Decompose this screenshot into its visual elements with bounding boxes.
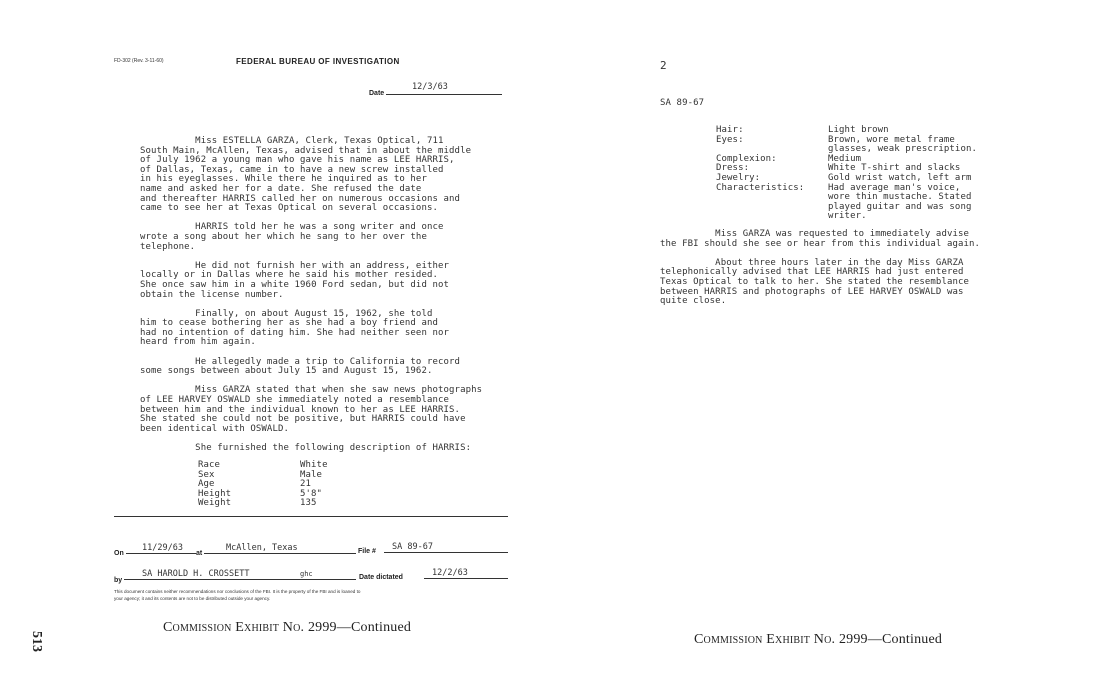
left-body <box>140 137 482 463</box>
text-line: locally or in Dallas where he said his mother resided. <box>140 270 438 281</box>
text-line: obtain the license number. <box>140 289 284 300</box>
text-line: telephonically advised that LEE HARRIS had just entered <box>660 267 964 278</box>
page-marker: 2 <box>660 59 667 72</box>
description-value: Medium <box>828 153 862 164</box>
right-caption <box>694 632 942 648</box>
file-label: File # <box>358 548 376 555</box>
description-label: Dress: <box>716 163 750 174</box>
at-label: at <box>196 550 203 557</box>
description-label: Weight <box>198 498 232 509</box>
description-row <box>716 212 977 222</box>
description-label <box>716 193 828 203</box>
paragraph <box>660 230 980 249</box>
text-line: had no intention of dating him. She had neither seen nor <box>140 327 450 338</box>
dictated-value: 12/2/63 <box>432 568 468 578</box>
text-line: Miss GARZA was requested to immediately advise <box>660 229 970 239</box>
description-value: glasses, weak prescription. <box>828 144 977 155</box>
description-value: played guitar and was song <box>828 201 972 212</box>
text-line: Texas Optical to talk to her. She stated the resemblance <box>660 276 970 287</box>
description-value: 21 <box>300 479 312 490</box>
agency-header: FEDERAL BUREAU OF INVESTIGATION <box>236 57 400 66</box>
text-line: and thereafter HARRIS called her on numerous occasions and <box>140 193 461 204</box>
section-rule <box>114 516 508 517</box>
text-line: He did not furnish her with an address, either <box>140 260 450 271</box>
file-ref: SA 89-67 <box>660 98 705 108</box>
by-label: by <box>114 577 123 584</box>
description-label: Jewelry: <box>716 172 761 183</box>
paragraph <box>140 386 482 434</box>
text-line: of Dallas, Texas, came in to have a new screw installed <box>140 164 444 175</box>
text-line: name and asked her for a date. She refused the date <box>140 183 422 194</box>
on-value: 11/29/63 <box>142 543 183 553</box>
date-value: 12/3/63 <box>412 82 448 92</box>
text-line: wrote a song about her which he sang to her over the <box>140 231 427 242</box>
footer-line-2: your agency; it and its contents are not to be distributed outside your agency. <box>114 596 271 601</box>
text-line: Miss ESTELLA GARZA, Clerk, Texas Optical, 711 <box>140 136 444 146</box>
initials: ghc <box>300 570 313 578</box>
description-value: Male <box>300 469 323 480</box>
right-description <box>716 126 977 222</box>
paragraph <box>140 137 482 214</box>
dictated-label: Date dictated <box>359 574 403 581</box>
description-row <box>198 499 328 509</box>
caption-number: 2999—Continued <box>838 632 943 647</box>
on-label: On <box>114 550 124 557</box>
form-number: FD-302 (Rev. 3-11-60) <box>114 58 164 64</box>
caption-prefix: Commission Exhibit No. <box>694 632 836 647</box>
text-line: between HARRIS and photographs of LEE HARVEY OSWALD was <box>660 286 964 297</box>
description-table <box>198 461 328 509</box>
at-value: McAllen, Texas <box>226 543 298 553</box>
paragraph <box>660 259 980 307</box>
text-line: He allegedly made a trip to California to record <box>140 356 461 367</box>
footer-line-1: This document contains neither recommendations nor conclusions of the FBI. It is the property of the FBI and is loaned to <box>114 589 361 594</box>
text-line: About three hours later in the day Miss GARZA <box>660 257 964 268</box>
paragraph <box>140 262 482 300</box>
text-line: him to cease bothering her as she had a boy friend and <box>140 318 438 329</box>
description-value: 5'8" <box>300 488 323 499</box>
description-value: writer. <box>828 211 867 222</box>
description-label <box>716 203 828 213</box>
file-value: SA 89-67 <box>392 542 433 552</box>
text-line: She furnished the following description of HARRIS: <box>140 443 472 453</box>
description-value: White T-shirt and slacks <box>828 163 961 174</box>
page-number: 513 <box>29 631 44 652</box>
description-label: Complexion: <box>716 153 777 164</box>
description-label: Height <box>198 488 232 499</box>
by-value: SA HAROLD H. CROSSETT <box>142 569 250 579</box>
description-value: Light brown <box>828 125 889 135</box>
description-value: Had average man's voice, <box>828 182 961 193</box>
description-label: Characteristics: <box>716 182 805 193</box>
text-line: been identical with OSWALD. <box>140 423 289 434</box>
description-value: Gold wrist watch, left arm <box>828 172 972 183</box>
description-label: Eyes: <box>716 134 744 145</box>
by-rule <box>124 579 356 580</box>
description-label: Age <box>198 479 215 490</box>
dictated-rule <box>424 578 508 579</box>
text-line: in his eyeglasses. While there he inquired as to her <box>140 174 427 185</box>
description-label <box>716 212 828 222</box>
text-line: came to see her at Texas Optical on several occasions. <box>140 203 438 214</box>
left-caption <box>163 620 411 636</box>
description-value: 135 <box>300 498 317 509</box>
date-rule <box>386 94 502 95</box>
paragraph <box>140 358 482 377</box>
text-line: some songs between about July 15 and August 15, 1962. <box>140 366 433 377</box>
text-line: heard from him again. <box>140 337 256 348</box>
on-rule <box>126 553 196 554</box>
paragraph <box>140 310 482 348</box>
text-line: She stated she could not be positive, but HARRIS could have <box>140 414 466 425</box>
description-label: Hair: <box>716 125 744 135</box>
right-body <box>660 230 980 316</box>
caption-prefix: Commission Exhibit No. <box>163 620 305 635</box>
text-line: of LEE HARVEY OSWALD she immediately noted a resemblance <box>140 395 450 406</box>
file-rule <box>384 552 508 553</box>
text-line: telephone. <box>140 241 196 252</box>
description-value: White <box>300 460 328 470</box>
at-rule <box>204 553 356 554</box>
paragraph <box>140 444 482 454</box>
text-line: quite close. <box>660 296 727 307</box>
description-label: Sex <box>198 469 215 480</box>
text-line: of July 1962 a young man who gave his name as LEE HARRIS, <box>140 155 455 166</box>
text-line: the FBI should she see or hear from this individual again. <box>660 238 981 249</box>
caption-number: 2999—Continued <box>307 620 412 635</box>
text-line: She once saw him in a white 1960 Ford sedan, but did not <box>140 279 450 290</box>
text-line: South Main, McAllen, Texas, advised that in about the middle <box>140 145 472 156</box>
paragraph <box>140 223 482 252</box>
description-label: Race <box>198 460 221 470</box>
date-label: Date <box>369 90 385 97</box>
text-line: HARRIS told her he was a song writer and once <box>140 222 444 233</box>
text-line: Miss GARZA stated that when she saw news photographs <box>140 385 483 396</box>
description-value: Brown, wore metal frame <box>828 134 955 145</box>
text-line: between him and the individual known to her as LEE HARRIS. <box>140 404 461 415</box>
description-value: wore thin mustache. Stated <box>828 192 972 203</box>
text-line: Finally, on about August 15, 1962, she told <box>140 308 433 319</box>
